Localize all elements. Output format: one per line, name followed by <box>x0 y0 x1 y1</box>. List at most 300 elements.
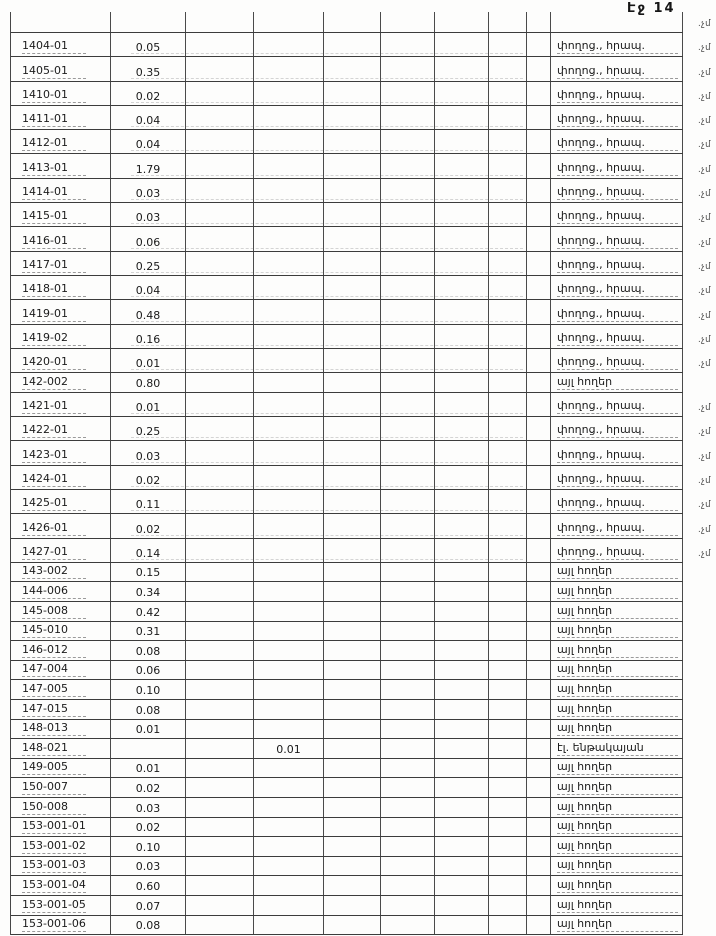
empty-cell <box>381 82 435 105</box>
area-cell <box>111 916 186 935</box>
empty-cell <box>381 373 435 392</box>
empty-cell <box>527 759 551 778</box>
empty-cell <box>435 179 489 202</box>
empty-cell <box>435 641 489 660</box>
land-type-cell <box>551 393 683 416</box>
empty-cell <box>489 33 527 56</box>
empty-cell <box>527 490 551 513</box>
area-cell-text: 0.48 <box>135 308 161 322</box>
area-col4-cell <box>254 441 324 464</box>
empty-cell <box>489 818 527 837</box>
table-row <box>11 837 683 857</box>
empty-cell <box>381 466 435 489</box>
empty-cell <box>324 203 381 226</box>
parcel-id-cell <box>11 227 111 250</box>
area-col4-cell <box>254 837 324 856</box>
land-type-cell-text: այլ հողեր <box>557 564 678 579</box>
parcel-id-cell-text: 1424-01 <box>22 473 86 487</box>
land-type-cell <box>551 602 683 621</box>
area-cell <box>111 798 186 817</box>
empty-cell <box>527 466 551 489</box>
empty-cell <box>324 563 381 582</box>
empty-cell <box>435 57 489 80</box>
area-cell <box>111 896 186 915</box>
parcel-id-cell <box>11 857 111 876</box>
empty-cell <box>435 602 489 621</box>
empty-cell <box>324 393 381 416</box>
empty-cell <box>527 514 551 537</box>
land-type-cell <box>551 154 683 177</box>
land-type-cell <box>551 441 683 464</box>
area-cell-text: 0.80 <box>135 376 161 390</box>
table-row <box>11 490 711 514</box>
land-type-cell <box>551 798 683 817</box>
table-row <box>11 441 711 465</box>
table-row <box>11 641 683 661</box>
parcel-id-cell <box>11 490 111 513</box>
area-cell <box>111 276 186 299</box>
parcel-id-cell <box>11 720 111 739</box>
empty-cell <box>324 798 381 817</box>
empty-cell <box>324 252 381 275</box>
parcel-id-cell-text: 1419-02 <box>22 332 86 346</box>
empty-cell <box>381 349 435 372</box>
land-type-cell <box>551 325 683 348</box>
empty-cell <box>435 325 489 348</box>
empty-cell <box>489 393 527 416</box>
area-cell <box>111 441 186 464</box>
empty-cell <box>381 203 435 226</box>
parcel-id-cell-text: 146-012 <box>22 644 86 658</box>
area-cell-text: 0.01 <box>135 357 161 371</box>
empty-cell <box>489 700 527 719</box>
empty-cell <box>381 798 435 817</box>
empty-cell <box>489 130 527 153</box>
parcel-id-cell-text: 1416-01 <box>22 235 86 249</box>
land-type-cell <box>551 622 683 641</box>
empty-cell <box>489 837 527 856</box>
empty-cell <box>324 325 381 348</box>
land-type-cell <box>551 700 683 719</box>
parcel-id-cell <box>11 582 111 601</box>
empty-cell <box>489 227 527 250</box>
empty-cell <box>186 778 254 797</box>
land-type-cell-text: փողոց., հրապ. <box>557 185 678 200</box>
empty-cell <box>186 582 254 601</box>
parcel-id-cell-text: 150-007 <box>22 781 86 795</box>
area-col4-cell <box>254 349 324 372</box>
margin-cutoff-mark: .չմ <box>697 261 711 272</box>
land-type-cell-text: այլ հողեր <box>557 760 678 775</box>
parcel-id-cell <box>11 680 111 699</box>
empty-cell <box>435 798 489 817</box>
area-col4-cell <box>254 373 324 392</box>
table-row <box>11 82 711 106</box>
parcel-id-cell <box>11 441 111 464</box>
area-col4-cell <box>254 300 324 323</box>
parcel-id-cell <box>11 300 111 323</box>
table-row <box>11 602 683 622</box>
empty-cell <box>324 276 381 299</box>
empty-cell <box>381 641 435 660</box>
parcel-id-cell <box>11 818 111 837</box>
empty-cell <box>324 12 381 32</box>
table-row <box>11 720 683 740</box>
area-col4-cell <box>254 563 324 582</box>
parcel-id-cell <box>11 393 111 416</box>
empty-cell <box>381 563 435 582</box>
empty-cell <box>489 12 527 32</box>
area-col4-cell <box>254 393 324 416</box>
empty-cell <box>527 227 551 250</box>
area-cell-text: 0.10 <box>135 683 161 697</box>
area-col4-cell <box>254 759 324 778</box>
parcel-id-cell-text: 144-006 <box>22 585 86 599</box>
empty-cell <box>527 154 551 177</box>
empty-cell <box>527 12 551 32</box>
parcel-id-cell-text: 148-013 <box>22 722 86 736</box>
empty-cell <box>381 837 435 856</box>
empty-cell <box>324 373 381 392</box>
area-col4-cell <box>254 818 324 837</box>
area-col4-cell <box>254 798 324 817</box>
parcel-id-cell-text: 1422-01 <box>22 424 86 438</box>
table-row <box>11 12 711 33</box>
parcel-id-cell-text: 1410-01 <box>22 89 86 103</box>
margin-cutoff-mark: .չմ <box>697 475 711 486</box>
land-type-cell <box>551 916 683 935</box>
area-cell-text: 0.25 <box>135 425 161 439</box>
area-col4-cell <box>254 514 324 537</box>
land-type-cell <box>551 778 683 797</box>
area-cell-text: 0.14 <box>135 546 161 560</box>
area-cell-text: 0.05 <box>135 41 161 55</box>
empty-cell <box>527 179 551 202</box>
land-type-cell-text: այլ հողեր <box>557 800 678 815</box>
empty-cell <box>186 818 254 837</box>
land-type-cell-text: այլ հողեր <box>557 375 678 390</box>
land-type-cell <box>551 876 683 895</box>
empty-cell <box>186 700 254 719</box>
empty-cell <box>435 700 489 719</box>
area-col4-cell <box>254 680 324 699</box>
area-col4-cell <box>254 252 324 275</box>
empty-cell <box>381 602 435 621</box>
empty-cell <box>186 837 254 856</box>
parcel-id-cell <box>11 563 111 582</box>
parcel-id-cell-text: 153-001-01 <box>22 819 86 833</box>
table-row <box>11 916 683 936</box>
empty-cell <box>186 252 254 275</box>
empty-cell <box>435 720 489 739</box>
empty-cell <box>186 720 254 739</box>
table-row <box>11 57 711 81</box>
empty-cell <box>435 466 489 489</box>
parcel-id-cell <box>11 82 111 105</box>
empty-cell <box>381 276 435 299</box>
parcel-id-cell <box>11 276 111 299</box>
parcel-id-cell <box>11 466 111 489</box>
empty-cell <box>489 876 527 895</box>
land-parcel-table <box>10 12 711 935</box>
land-type-cell-text: այլ հողեր <box>557 917 678 932</box>
land-type-cell-text: այլ հողեր <box>557 662 678 677</box>
margin-cutoff-mark: .չմ <box>697 524 711 535</box>
empty-cell <box>489 896 527 915</box>
land-type-cell-text <box>557 29 678 30</box>
area-cell <box>111 179 186 202</box>
land-type-cell-text: այլ հողեր <box>557 839 678 854</box>
area-cell-text: 0.60 <box>135 879 161 893</box>
land-type-cell <box>551 641 683 660</box>
empty-cell <box>489 778 527 797</box>
empty-cell <box>435 130 489 153</box>
empty-cell <box>186 916 254 935</box>
empty-cell <box>489 276 527 299</box>
area-col4-cell <box>254 227 324 250</box>
area-cell-text: 0.03 <box>135 449 161 463</box>
parcel-id-cell-text: 147-004 <box>22 663 86 677</box>
empty-cell <box>527 661 551 680</box>
land-type-cell <box>551 759 683 778</box>
land-table-body <box>11 12 711 935</box>
empty-cell <box>186 203 254 226</box>
empty-cell <box>186 154 254 177</box>
empty-cell <box>324 154 381 177</box>
area-cell-text: 0.06 <box>135 235 161 249</box>
land-type-cell-text: փողոց., հրապ. <box>557 136 678 151</box>
margin-cutoff-mark: .չմ <box>697 164 711 175</box>
empty-cell <box>186 759 254 778</box>
area-col4-cell <box>254 720 324 739</box>
table-row <box>11 563 683 583</box>
area-cell <box>111 837 186 856</box>
empty-cell <box>324 896 381 915</box>
empty-cell <box>186 300 254 323</box>
parcel-id-cell-text: 1425-01 <box>22 497 86 511</box>
margin-cutoff-mark: .չմ <box>697 189 711 200</box>
land-type-cell <box>551 739 683 758</box>
area-col4-cell <box>254 82 324 105</box>
empty-cell <box>435 203 489 226</box>
land-type-cell <box>551 179 683 202</box>
empty-cell <box>435 252 489 275</box>
empty-cell <box>489 661 527 680</box>
empty-cell <box>381 778 435 797</box>
margin-cutoff-mark: .չմ <box>697 67 711 78</box>
land-type-cell-text: այլ հողեր <box>557 858 678 873</box>
empty-cell <box>186 12 254 32</box>
land-type-cell <box>551 227 683 250</box>
empty-cell <box>489 563 527 582</box>
empty-cell <box>186 896 254 915</box>
land-type-cell-text: փողոց., հրապ. <box>557 234 678 249</box>
margin-cutoff-mark: .չմ <box>697 237 711 248</box>
empty-cell <box>324 720 381 739</box>
empty-cell <box>489 417 527 440</box>
empty-cell <box>489 154 527 177</box>
area-cell-text: 0.06 <box>135 664 161 678</box>
area-cell-text: 0.15 <box>135 566 161 580</box>
empty-cell <box>324 349 381 372</box>
empty-cell <box>186 563 254 582</box>
parcel-id-cell <box>11 252 111 275</box>
land-type-cell <box>551 896 683 915</box>
empty-cell <box>435 778 489 797</box>
empty-cell <box>527 778 551 797</box>
land-type-cell <box>551 680 683 699</box>
empty-cell <box>527 82 551 105</box>
land-type-cell-text: փողոց., հրապ. <box>557 161 678 176</box>
land-type-cell-text: այլ հողեր <box>557 819 678 834</box>
empty-cell <box>527 582 551 601</box>
empty-cell <box>324 818 381 837</box>
empty-cell <box>381 154 435 177</box>
empty-cell <box>186 622 254 641</box>
empty-cell <box>381 661 435 680</box>
area-cell <box>111 154 186 177</box>
parcel-id-cell-text: 1411-01 <box>22 113 86 127</box>
area-col4-cell <box>254 539 324 562</box>
table-row <box>11 514 711 538</box>
margin-cutoff-mark: .չմ <box>697 19 711 29</box>
empty-cell <box>489 179 527 202</box>
land-type-cell-text: փողոց., հրապ. <box>557 64 678 79</box>
empty-cell <box>489 857 527 876</box>
empty-cell <box>527 876 551 895</box>
land-type-cell-text: փողոց., հրապ. <box>557 355 678 370</box>
empty-cell <box>527 602 551 621</box>
empty-cell <box>527 563 551 582</box>
land-type-cell <box>551 82 683 105</box>
margin-cutoff-mark: .չմ <box>697 427 711 438</box>
empty-cell <box>186 876 254 895</box>
empty-cell <box>489 349 527 372</box>
area-col4-cell <box>254 778 324 797</box>
empty-cell <box>186 602 254 621</box>
parcel-id-cell <box>11 896 111 915</box>
parcel-id-cell <box>11 417 111 440</box>
empty-cell <box>324 641 381 660</box>
empty-cell <box>186 130 254 153</box>
empty-cell <box>435 441 489 464</box>
empty-cell <box>324 466 381 489</box>
empty-cell <box>186 857 254 876</box>
table-row <box>11 661 683 681</box>
empty-cell <box>435 393 489 416</box>
area-col4-cell <box>254 857 324 876</box>
empty-cell <box>435 349 489 372</box>
area-cell <box>111 33 186 56</box>
parcel-id-cell <box>11 514 111 537</box>
area-cell-text: 0.02 <box>135 473 161 487</box>
parcel-id-cell <box>11 130 111 153</box>
parcel-id-cell <box>11 916 111 935</box>
land-type-cell <box>551 57 683 80</box>
empty-cell <box>381 622 435 641</box>
empty-cell <box>435 739 489 758</box>
empty-cell <box>527 700 551 719</box>
empty-cell <box>186 798 254 817</box>
empty-cell <box>435 33 489 56</box>
empty-cell <box>324 300 381 323</box>
empty-cell <box>489 622 527 641</box>
land-type-cell-text: այլ հողեր <box>557 898 678 913</box>
parcel-id-cell-text: 150-008 <box>22 801 86 815</box>
margin-cutoff-mark: .չմ <box>697 403 711 414</box>
empty-cell <box>324 130 381 153</box>
empty-cell <box>527 857 551 876</box>
land-type-cell <box>551 12 683 32</box>
parcel-id-cell-text: 147-015 <box>22 703 86 717</box>
area-col4-cell <box>254 179 324 202</box>
empty-cell <box>489 539 527 562</box>
empty-cell <box>381 680 435 699</box>
empty-cell <box>324 622 381 641</box>
empty-cell <box>381 514 435 537</box>
land-type-cell <box>551 837 683 856</box>
land-type-cell-text: էլ. ենթակայան <box>557 741 678 756</box>
land-type-cell <box>551 818 683 837</box>
empty-cell <box>186 227 254 250</box>
empty-cell <box>186 417 254 440</box>
empty-cell <box>324 539 381 562</box>
land-type-cell-text: փողոց., հրապ. <box>557 496 678 511</box>
empty-cell <box>381 739 435 758</box>
area-col4-cell <box>254 602 324 621</box>
area-cell-text: 0.01 <box>135 762 161 776</box>
table-row <box>11 818 683 838</box>
area-cell-text: 0.11 <box>135 498 161 512</box>
parcel-id-cell <box>11 778 111 797</box>
table-row <box>11 739 683 759</box>
empty-cell <box>186 641 254 660</box>
area-cell <box>111 818 186 837</box>
empty-cell <box>381 227 435 250</box>
empty-cell <box>186 106 254 129</box>
table-row <box>11 582 683 602</box>
empty-cell <box>435 837 489 856</box>
area-col4-cell <box>254 57 324 80</box>
area-cell-text: 0.02 <box>135 821 161 835</box>
empty-cell <box>381 720 435 739</box>
area-col4-cell <box>254 33 324 56</box>
margin-cutoff-mark: .չմ <box>697 116 711 127</box>
land-type-cell <box>551 857 683 876</box>
area-cell <box>111 300 186 323</box>
empty-cell <box>527 818 551 837</box>
empty-cell <box>527 837 551 856</box>
empty-cell <box>435 622 489 641</box>
empty-cell <box>324 700 381 719</box>
area-cell <box>111 778 186 797</box>
land-type-cell-text: փողոց., հրապ. <box>557 258 678 273</box>
area-cell <box>111 130 186 153</box>
area-cell <box>111 417 186 440</box>
empty-cell <box>527 276 551 299</box>
area-col4-cell <box>254 916 324 935</box>
empty-cell <box>381 582 435 601</box>
area-cell <box>111 373 186 392</box>
empty-cell <box>435 582 489 601</box>
area-cell <box>111 563 186 582</box>
parcel-id-cell-text: 1418-01 <box>22 283 86 297</box>
empty-cell <box>381 490 435 513</box>
table-row <box>11 417 711 441</box>
empty-cell <box>381 130 435 153</box>
empty-cell <box>527 680 551 699</box>
parcel-id-cell-text: 147-005 <box>22 683 86 697</box>
